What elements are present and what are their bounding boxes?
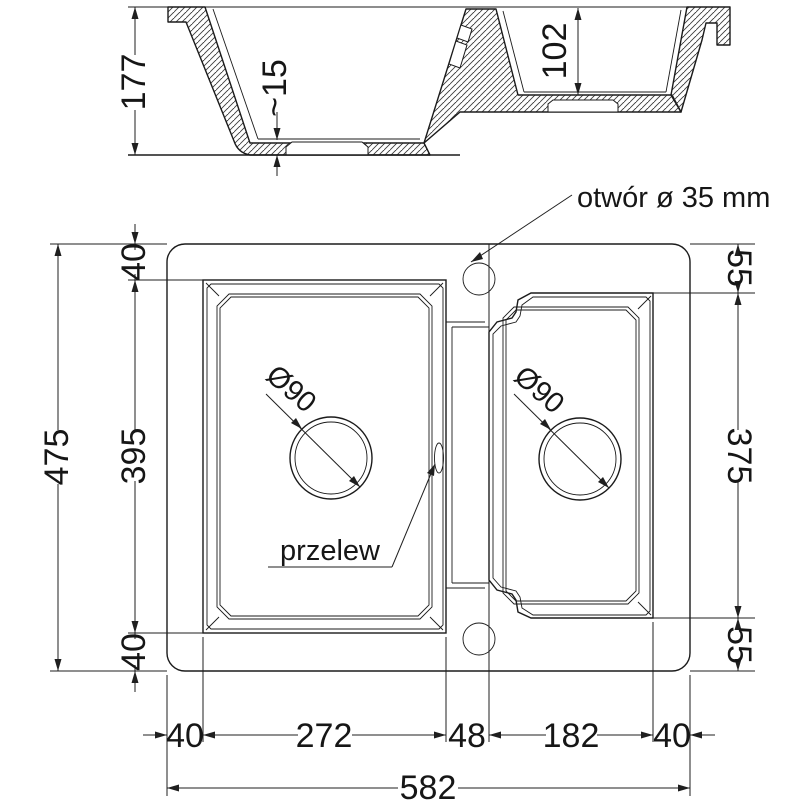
- plan-corner-chamfer: [206, 617, 219, 630]
- dim-small-bowl-depth-text: 102: [536, 22, 574, 80]
- dim-bottom-row: [143, 717, 715, 755]
- dim-small-bottom-offset-text: 55: [720, 626, 758, 664]
- plan-main-bowl-floor-edge: [217, 294, 432, 619]
- faucet-hole: [463, 263, 495, 295]
- dim-small-top-offset-text: 55: [720, 249, 758, 287]
- dim-bottom-thickness-text: ~15: [256, 59, 294, 117]
- plan-corner-chamfer: [430, 617, 443, 630]
- dim-top-offset-text: 40: [115, 243, 153, 281]
- section-small-drain-recess: [548, 100, 618, 112]
- dim-small-bowl-depth: [536, 8, 582, 95]
- dim-small-bowl-width-text: 182: [542, 717, 600, 755]
- dim-divider-width-text: 48: [448, 717, 486, 755]
- dim-overall-width-text: 582: [399, 769, 457, 800]
- section-view: [115, 7, 730, 176]
- dim-overall-depth-text: 177: [115, 53, 153, 111]
- section-right-wall: [671, 7, 730, 112]
- plan-small-bowl-rim-inner: [493, 297, 650, 615]
- plan-corner-chamfer: [638, 602, 651, 615]
- plan-corner-chamfer: [638, 296, 651, 309]
- plan-view: [167, 182, 770, 742]
- faucet-hole-label-text: otwór ø 35 mm: [577, 182, 771, 214]
- overflow-label-text: przelew: [280, 535, 380, 567]
- plan-main-bowl-rim: [203, 280, 446, 633]
- overflow-hole: [435, 443, 444, 473]
- plan-corner-chamfer: [206, 283, 219, 296]
- dim-bottom-thickness: [256, 59, 294, 176]
- section-main-bowl-wall: [168, 7, 430, 155]
- dim-main-bowl-width-text: 272: [295, 717, 353, 755]
- dim-right-column: [720, 244, 758, 671]
- section-main-drain-recess: [286, 142, 368, 155]
- dim-small-drain-text: Ø90: [507, 360, 571, 421]
- dim-small-bowl-length-text: 375: [720, 427, 758, 485]
- dim-right-offset-text: 40: [653, 717, 691, 755]
- plan-corner-chamfer: [430, 283, 443, 296]
- second-faucet-hole: [463, 623, 495, 655]
- dim-left-column: [115, 224, 153, 692]
- plan-small-bowl-floor-edge2: [506, 310, 636, 601]
- dim-main-bowl-length-text: 395: [115, 427, 153, 485]
- dim-overall-length: [38, 244, 76, 671]
- plan-main-bowl-floor-edge2: [220, 297, 429, 616]
- dim-main-drain-text: Ø90: [259, 359, 323, 420]
- dim-overall-length-text: 475: [38, 428, 76, 486]
- plan-small-bowl-rim: [489, 293, 653, 618]
- dim-bottom-offset-text: 40: [115, 633, 153, 671]
- dim-overall-width: [167, 769, 690, 800]
- dim-left-offset-text: 40: [166, 717, 204, 755]
- dim-overall-depth: [115, 7, 153, 155]
- plan-divider-channel: [446, 322, 489, 588]
- plan-small-bowl-floor-edge: [503, 307, 639, 604]
- plan-main-bowl-rim-inner: [207, 284, 443, 629]
